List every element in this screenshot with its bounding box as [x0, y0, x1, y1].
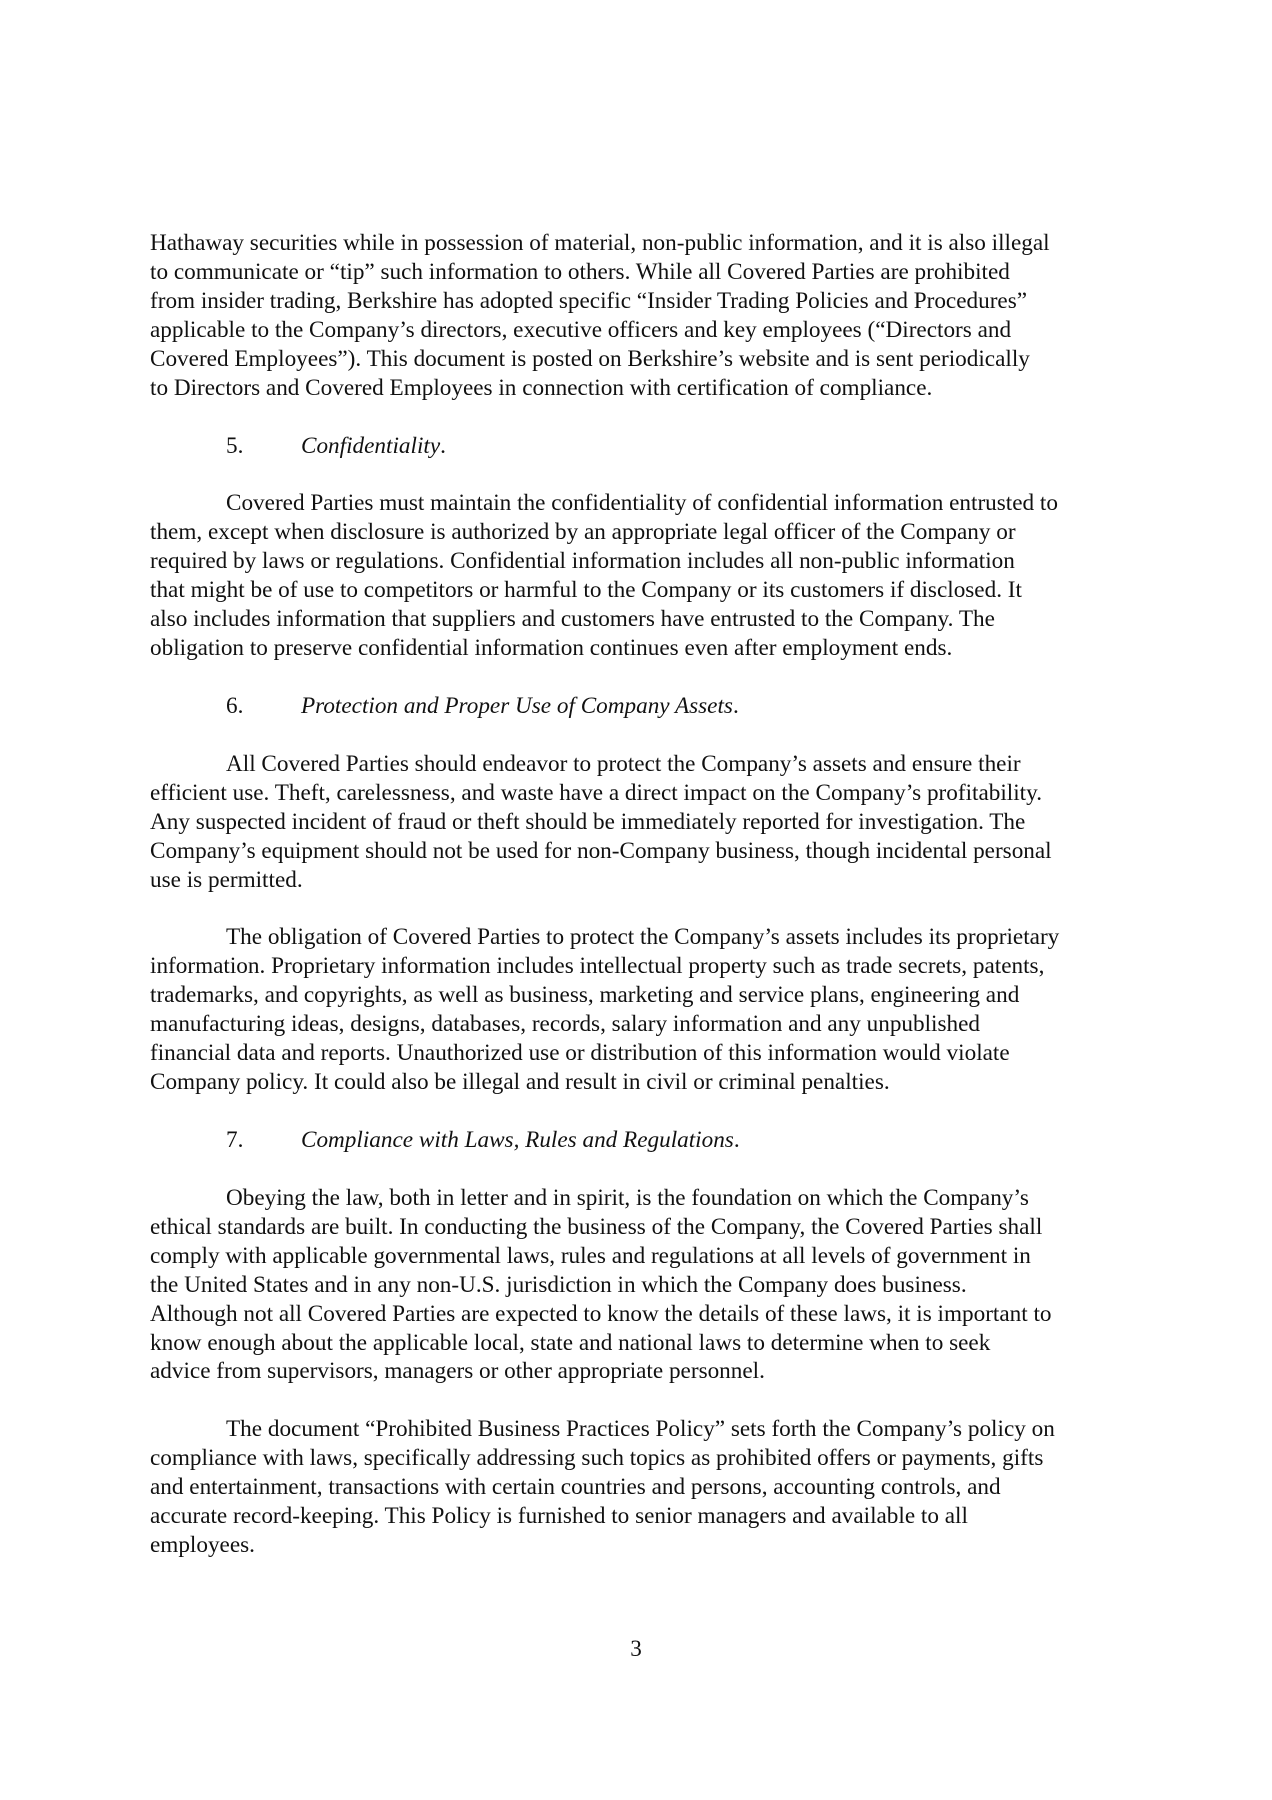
paragraph-obeying-law	[150, 1184, 1150, 1387]
section-6-heading: 6. Protection and Proper Use of Company Assets.	[150, 692, 1150, 721]
text-line: The document “Prohibited Business Practices Policy” sets forth the Company’s policy on	[226, 1416, 1055, 1443]
section-number: 6.	[226, 692, 244, 719]
text-line: compliance with laws, specifically addressing such topics as prohibited offers or payments, gifts	[150, 1445, 1044, 1472]
text-line: Any suspected incident of fraud or theft should be immediately reported for investigation. The	[150, 808, 1026, 835]
text-line: manufacturing ideas, designs, databases, records, salary information and any unpublished	[150, 1011, 981, 1038]
text-line: trademarks, and copyrights, as well as business, marketing and service plans, engineering and	[150, 982, 1020, 1009]
text-line: ethical standards are built. In conducting the business of the Company, the Covered Parties shall	[150, 1213, 1043, 1240]
text-line: the United States and in any non-U.S. jurisdiction in which the Company does business.	[150, 1271, 967, 1298]
paragraph-confidentiality	[150, 489, 1150, 663]
text-line: to Directors and Covered Employees in connection with certification of compliance.	[150, 374, 933, 401]
text-line: information. Proprietary information includes intellectual property such as trade secrets, patents,	[150, 953, 1045, 980]
text-line: comply with applicable governmental laws, rules and regulations at all levels of government in	[150, 1242, 1031, 1269]
text-line: advice from supervisors, managers or other appropriate personnel.	[150, 1358, 765, 1385]
text-line: know enough about the applicable local, state and national laws to determine when to seek	[150, 1329, 991, 1356]
text-line: Company’s equipment should not be used for non-Company business, though incidental personal	[150, 837, 1052, 864]
section-title: Protection and Proper Use of Company Assets	[301, 692, 733, 719]
section-title: Confidentiality	[301, 432, 441, 459]
text-line: required by laws or regulations. Confidential information includes all non-public information	[150, 548, 1015, 575]
text-line: All Covered Parties should endeavor to protect the Company’s assets and ensure their	[226, 750, 1021, 777]
text-line: to communicate or “tip” such information to others. While all Covered Parties are prohibited	[150, 258, 1010, 285]
text-line: applicable to the Company’s directors, executive officers and key employees (“Directors and	[150, 316, 1012, 343]
text-line: and entertainment, transactions with certain countries and persons, accounting controls, and	[150, 1474, 1001, 1501]
paragraph-insider-trading	[150, 229, 1150, 403]
section-number: 5.	[226, 432, 244, 459]
page-number: 3	[630, 1636, 642, 1662]
text-line: Obeying the law, both in letter and in spirit, is the foundation on which the Company’s	[226, 1184, 1029, 1211]
section-title: Compliance with Laws, Rules and Regulations	[301, 1126, 734, 1153]
text-line: from insider trading, Berkshire has adopted specific “Insider Trading Policies and Procedures”	[150, 287, 1028, 314]
section-5-heading: 5. Confidentiality.	[150, 432, 1150, 461]
text-line: employees.	[150, 1532, 255, 1559]
text-line: them, except when disclosure is authorized by an appropriate legal officer of the Company or	[150, 519, 1016, 546]
text-line: Company policy. It could also be illegal and result in civil or criminal penalties.	[150, 1069, 890, 1096]
text-line: Covered Employees”). This document is posted on Berkshire’s website and is sent periodically	[150, 345, 1030, 372]
section-number: 7.	[226, 1126, 244, 1153]
text-line: obligation to preserve confidential information continues even after employment ends.	[150, 635, 953, 662]
text-line: financial data and reports. Unauthorized use or distribution of this information would violate	[150, 1040, 1010, 1067]
text-line: efficient use. Theft, carelessness, and waste have a direct impact on the Company’s profitability.	[150, 779, 1043, 806]
text-line: Hathaway securities while in possession of material, non-public information, and it is also illegal	[150, 230, 1050, 256]
paragraph-proprietary-info	[150, 923, 1150, 1097]
text-line: Covered Parties must maintain the confidentiality of confidential information entrusted to	[226, 490, 1058, 517]
text-line: The obligation of Covered Parties to protect the Company’s assets includes its proprietary	[226, 924, 1060, 951]
text-line: use is permitted.	[150, 866, 303, 893]
text-line: that might be of use to competitors or harmful to the Company or its customers if disclosed. It	[150, 577, 1022, 604]
section-7-heading: 7. Compliance with Laws, Rules and Regulations.	[150, 1126, 1150, 1155]
document-body	[150, 229, 1150, 1589]
text-line: also includes information that suppliers and customers have entrusted to the Company. The	[150, 606, 995, 633]
text-line: accurate record-keeping. This Policy is furnished to senior managers and available to all	[150, 1503, 968, 1530]
text-line: Although not all Covered Parties are expected to know the details of these laws, it is important to	[150, 1300, 1052, 1327]
paragraph-prohibited-practices	[150, 1415, 1150, 1560]
paragraph-assets	[150, 750, 1150, 895]
